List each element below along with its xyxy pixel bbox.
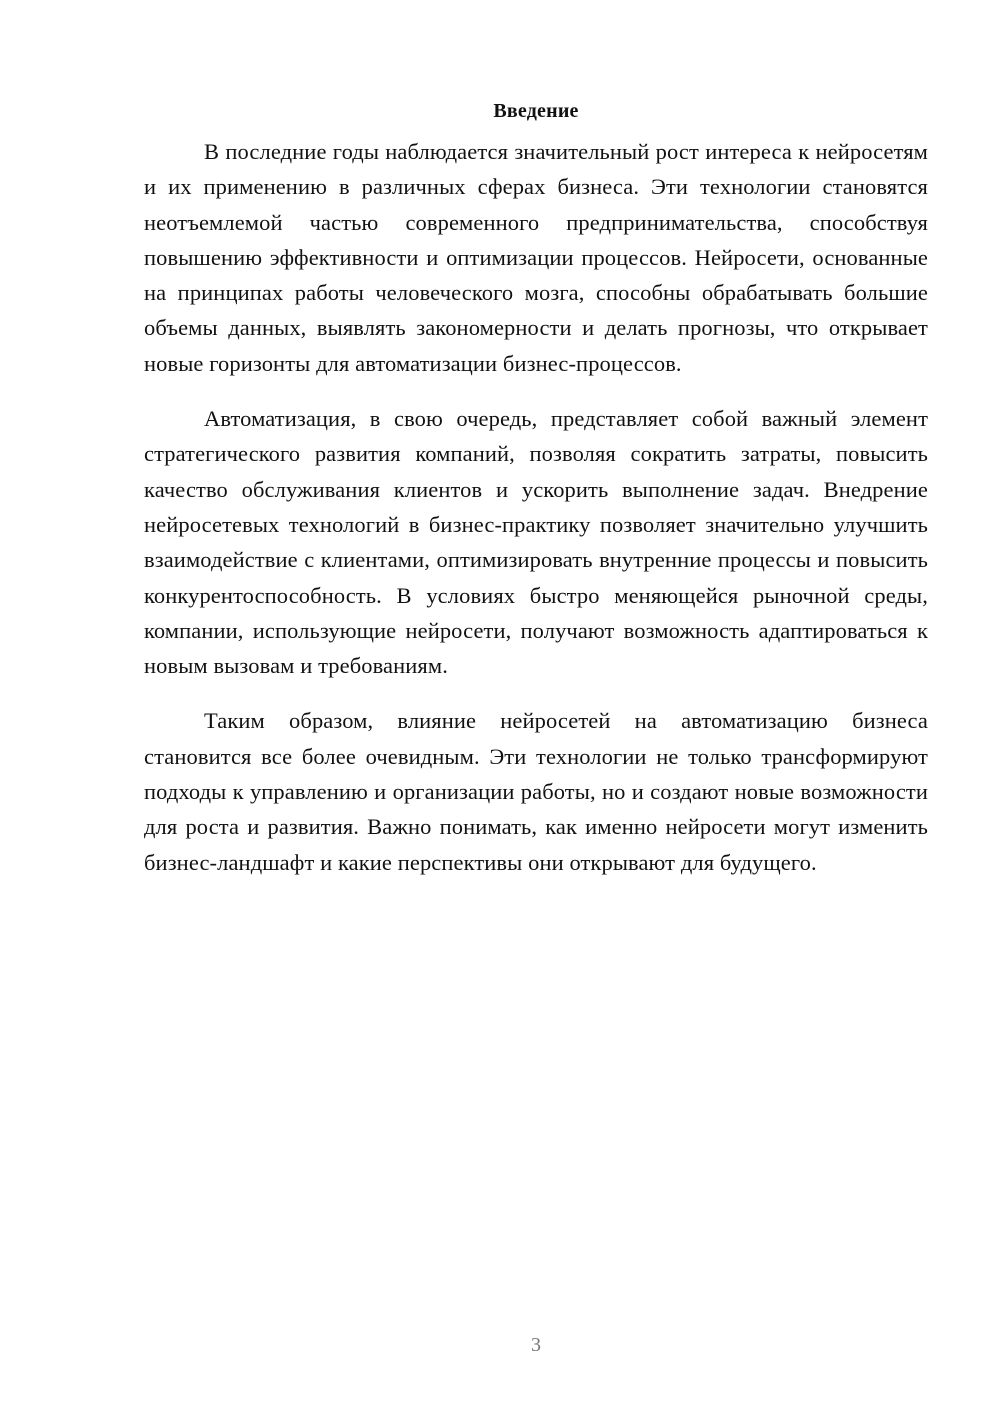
paragraph-1: В последние годы наблюдается значительный рост интереса к нейросетям и их применению в различных сферах бизнеса. Эти технологии становятся неотъемлемой частью современного предпринимательства, способствуя повышению эффективности и оптимизации процессов. Нейросети, основанные на принципах работы человеческого мозга, способны обрабатывать большие объемы данных, выявлять закономерности и делать прогнозы, что открывает новые горизонты для автоматизации бизнес-процессов. <box>144 139 928 376</box>
paragraph-2: Автоматизация, в свою очередь, представляет собой важный элемент стратегического развития компаний, позволяя сократить затраты, повысить качество обслуживания клиентов и ускорить выполнение задач. Внедрение нейросетевых технологий в бизнес-практику позволяет значительно улучшить взаимодействие с клиентами, оптимизировать внутренние процессы и повысить конкурентоспособность. В условиях быстро меняющейся рыночной среды, компании, использующие нейросети, получают возможность адаптироваться к новым вызовам и требованиям. <box>144 406 928 679</box>
page-number: 3 <box>531 1334 541 1356</box>
paragraph-3: Таким образом, влияние нейросетей на автоматизацию бизнеса становится все более очевидным. Эти технологии не только трансформируют подходы к управлению и организации работы, но и создают новые возможности для роста и развития. Важно понимать, как именно нейросети могут изменить бизнес-ландшафт и какие перспективы они открывают для будущего. <box>144 708 928 875</box>
page-content <box>144 95 928 880</box>
section-title: Введение <box>493 100 579 122</box>
